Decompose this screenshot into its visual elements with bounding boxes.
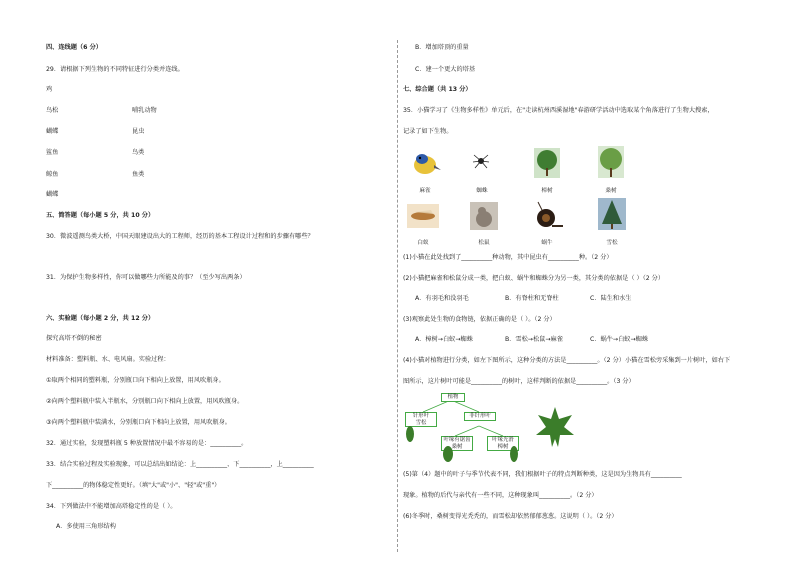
camphor-tree-icon	[534, 148, 560, 178]
spider-icon	[472, 152, 490, 170]
tree-node: 叶缘有锯齿 桑树	[441, 436, 473, 451]
tree-node: 非针形叶	[464, 412, 496, 421]
tree-root: 植物	[441, 393, 465, 402]
q34-option-b: B．增加塔顶的重量	[415, 44, 469, 51]
q35-2-option: C．陆生和水生	[590, 295, 632, 302]
section-7-title: 七、综合题（共 13 分）	[403, 86, 472, 93]
tree-node: 叶缘光滑 樟树	[487, 436, 519, 451]
question-33-cont: 下__________的物体稳定性更好。（填"大"或"小"、"轻"或"重"）	[46, 482, 221, 489]
q35-2-option: A．有羽毛和没羽毛	[415, 295, 469, 302]
q29-item: 鸡	[46, 86, 53, 93]
cedar-tree-icon	[598, 198, 626, 230]
section-6-title: 六、实验题（每小题 2 分，共 12 分）	[46, 315, 155, 322]
question-35-4-cont: 图所示，这片树叶可能是__________的树叶，这样判断的依据是__________。（3 分）	[403, 378, 635, 385]
pair-right: 鱼类	[132, 171, 145, 178]
q29-item: 蝴蝶	[46, 191, 59, 198]
question-34: 34．下列做法中不能增加高塔稳定性的是（ ）。	[46, 503, 177, 510]
experiment-step: ③向两个塑料瓶中装满水，分别瓶口向下相向上放置，用风吹瓶身。	[46, 419, 231, 426]
column-divider	[397, 40, 398, 552]
pair-left: 鸟松	[46, 107, 59, 114]
snail-icon	[530, 200, 564, 230]
organism-label: 桑树	[605, 188, 617, 194]
question-35-3: (3)观察此处生物的食物链，依据正确的是（ ）。（2 分）	[403, 316, 556, 323]
question-32: 32．通过实验，发现塑料瓶 5 种放置情况中最不容易的是：__________。	[46, 440, 248, 447]
termite-icon	[407, 204, 439, 228]
pair-right: 昆虫	[132, 128, 145, 135]
maple-leaf-icon	[534, 405, 576, 449]
question-35-2: (2)小猫把麻雀和松鼠分成一类，把白蚁、蜗牛和蜘蛛分为另一类，其分类的依据是（ ）（2 分）	[403, 275, 665, 282]
question-33: 33．结合实验过程及实验现象，可以总结出如结论：上__________、下__________，上__________	[46, 461, 314, 468]
pair-right: 鸟类	[132, 149, 145, 156]
organism-label: 松鼠	[478, 240, 490, 246]
organism-label: 麻雀	[419, 188, 431, 194]
leaf-icons	[404, 424, 524, 464]
experiment-materials: 材料准备：塑料瓶、水、电风扇。实验过程：	[46, 356, 170, 363]
sparrow-icon	[408, 148, 442, 178]
experiment-title: 探究高塔不倒的秘密	[46, 335, 102, 342]
q35-3-option: C．蜗牛→白蚁→蜘蛛	[590, 336, 649, 343]
question-30: 30．微波遥测鸟类大桥，中国天眼建设出大的工程师，经历的基本工程设计过程和的步骤有哪些？	[46, 233, 314, 240]
pair-right: 哺乳动物	[132, 107, 157, 114]
q34-option-a: A．多使用三角形结构	[56, 523, 116, 530]
question-35-5-cont: 现象。植物的后代与亲代有一些不同，这种现象叫__________。（2 分）	[403, 492, 598, 499]
question-35-4: (4)小猫对植物进行分类，如左下图所示，这种分类的方法是__________。（2 分）小猫在雪松旁采集到一片树叶，如右下	[403, 357, 731, 364]
organism-label: 白蚁	[417, 240, 429, 246]
organism-label: 蜘蛛	[476, 188, 488, 194]
experiment-step: ①取两个相同的塑料瓶，分别瓶口向下相向上放置，用风吹瓶身。	[46, 377, 225, 384]
question-29: 29．请根据下列生物的不同特征进行分类并连线。	[46, 66, 184, 73]
pair-left: 鲨鱼	[46, 149, 59, 156]
experiment-step: ②向两个塑料瓶中装入半瓶水，分别瓶口向下相向上放置，用风吹瓶身。	[46, 398, 244, 405]
pair-left: 鲸鱼	[46, 171, 59, 178]
organism-label: 雪松	[606, 240, 618, 246]
question-35-cont: 记录了如下生物。	[403, 128, 453, 135]
question-35: 35．小猫学习了《生物多样性》单元后，在"走读杭州西溪湿地"春游研学活动中选取某个角落进行了生物大搜索，	[403, 107, 714, 114]
question-31: 31．为保护生物多样性，你可以做哪些力所能及的事？（至少写出两条）	[46, 274, 246, 281]
question-35-5: (5)第（4）题中的叶子与季节代表不同，我们根据叶子的特点判断种类，这是因为生物具有__________	[403, 471, 682, 478]
squirrel-icon	[470, 202, 498, 230]
tree-node: 针形叶 雪松	[405, 412, 437, 427]
q35-3-option: B．雪松→松鼠→麻雀	[505, 336, 563, 343]
section-4-title: 四、连线题（6 分）	[46, 44, 102, 51]
q34-option-c: C．建一个更大的塔基	[415, 66, 476, 73]
question-35-1: (1)小猫在此处找到了__________种动物，其中昆虫有__________种。（2 分）	[403, 254, 613, 261]
q35-2-option: B．有脊柱和无脊柱	[505, 295, 559, 302]
section-5-title: 五、简答题（每小题 5 分，共 10 分）	[46, 212, 155, 219]
mulberry-tree-icon	[598, 146, 624, 178]
question-35-6: (6)冬季时，桑树变得光秃秃的，而雪松却依然郁郁葱葱。这说明（ ）。（2 分）	[403, 513, 618, 520]
organism-label: 蜗牛	[541, 240, 553, 246]
pair-left: 蝴蝶	[46, 128, 59, 135]
organism-label: 樟树	[541, 188, 553, 194]
q35-3-option: A．樟树→白蚁→蜘蛛	[415, 336, 473, 343]
